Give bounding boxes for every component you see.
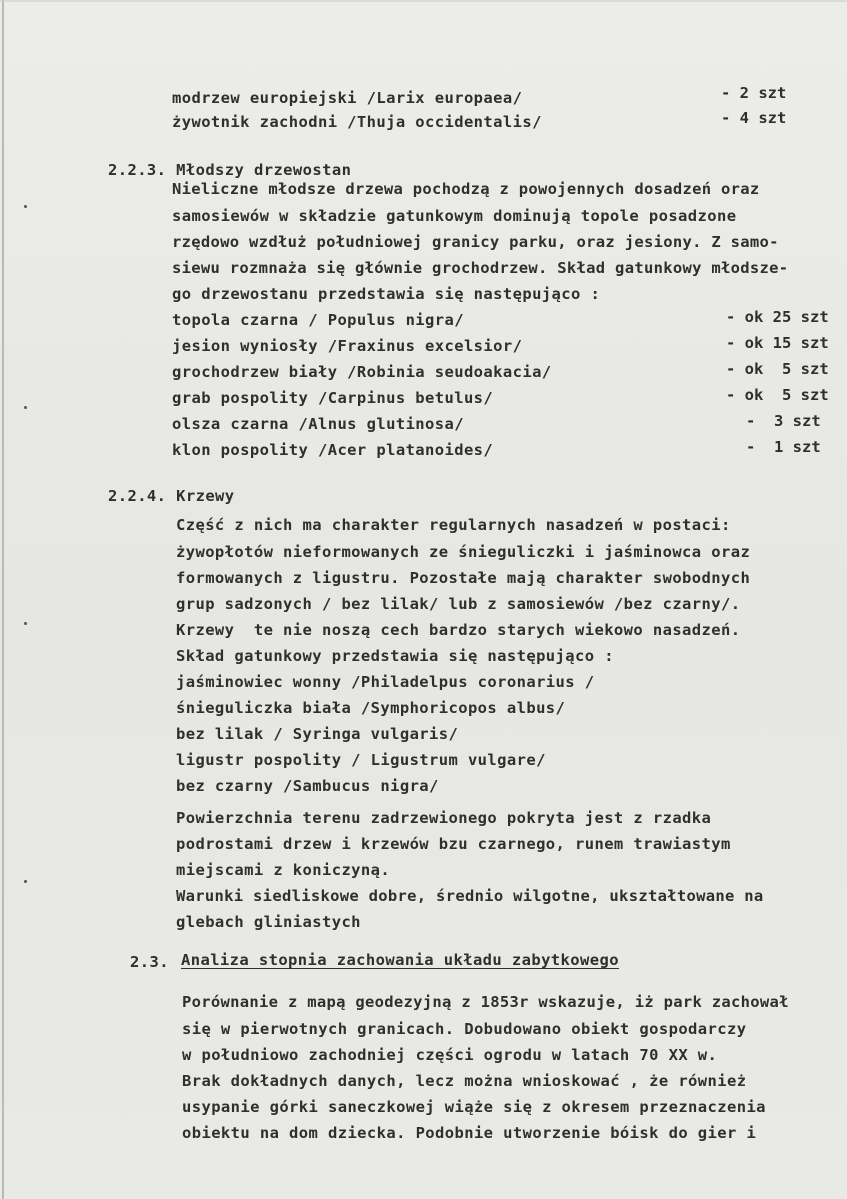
section-heading-2-3: Analiza stopnia zachowania układu zabytkowego	[181, 951, 619, 969]
species-line: ligustr pospolity / Ligustrum vulgare/	[176, 751, 546, 769]
species-line: jaśminowiec wonny /Philadelpus coronarius /	[176, 673, 595, 691]
scan-speck	[24, 205, 27, 208]
species-line: żywotnik zachodni /Thuja occidentalis/	[172, 113, 542, 131]
paragraph-line: usypanie górki saneczkowej wiąże się z okresem przeznaczenia	[182, 1098, 766, 1116]
scan-speck	[24, 880, 27, 883]
paragraph-line: obiektu na dom dziecka. Podobnie utworzenie bóisk do gier i	[182, 1124, 757, 1142]
section-number-2-3: 2.3.	[130, 953, 169, 971]
species-line: jesion wyniosły /Fraxinus excelsior/	[172, 337, 523, 355]
species-line: klon pospolity /Acer platanoides/	[172, 441, 494, 459]
section-heading-2-2-4: 2.2.4. Krzewy	[108, 487, 235, 505]
paragraph-line: Warunki siedliskowe dobre, średnio wilgotne, ukształtowane na	[176, 887, 764, 905]
section-heading-2-2-3: 2.2.3. Młodszy drzewostan	[108, 161, 352, 179]
paragraph-line: Część z nich ma charakter regularnych nasadzeń w postaci:	[176, 516, 731, 534]
scan-speck	[24, 622, 27, 625]
species-amount: - 4 szt	[721, 109, 787, 127]
species-line: modrzew europiejski /Larix europaea/	[172, 89, 523, 107]
paragraph-line: żywopłotów nieformowanych ze śnieguliczki i jaśminowca oraz	[176, 543, 751, 561]
paragraph-line: go drzewostanu przedstawia się następująco :	[172, 285, 601, 303]
paragraph-line: grup sadzonych / bez lilak/ lub z samosiewów /bez czarny/.	[176, 595, 741, 613]
paragraph-line: Nieliczne młodsze drzewa pochodzą z powojennych dosadzeń oraz	[172, 180, 760, 198]
paragraph-line: Brak dokładnych danych, lecz można wnioskować , że również	[182, 1072, 747, 1090]
paragraph-line: Powierzchnia terenu zadrzewionego pokryta jest z rzadka	[176, 809, 712, 827]
species-line: topola czarna / Populus nigra/	[172, 311, 464, 329]
paragraph-line: podrostami drzew i krzewów bzu czarnego, runem trawiastym	[176, 835, 731, 853]
species-amount: - ok 5 szt	[726, 360, 829, 378]
species-amount: - ok 5 szt	[726, 386, 829, 404]
species-line: śnieguliczka biała /Symphoricopos albus/	[176, 699, 566, 717]
paragraph-line: Krzewy te nie noszą cech bardzo starych wiekowo nasadzeń.	[176, 621, 741, 639]
paragraph-line: Skład gatunkowy przedstawia się następująco :	[176, 647, 614, 665]
paragraph-line: się w pierwotnych granicach. Dobudowano obiekt gospodarczy	[182, 1020, 747, 1038]
paragraph-line: miejscami z koniczyną.	[176, 861, 391, 879]
paragraph-line: w południowo zachodniej części ogrodu w latach 70 XX w.	[182, 1046, 718, 1064]
species-amount: - 3 szt	[746, 412, 821, 430]
species-line: bez lilak / Syringa vulgaris/	[176, 725, 459, 743]
paragraph-line: samosiewów w składzie gatunkowym dominują topole posadzone	[172, 207, 737, 225]
paragraph-line: glebach gliniastych	[176, 913, 361, 931]
paragraph-line: siewu rozmnaża się głównie grochodrzew. Skład gatunkowy młodsze-	[172, 259, 789, 277]
species-amount: - 1 szt	[746, 438, 821, 456]
species-line: olsza czarna /Alnus glutinosa/	[172, 415, 464, 433]
species-line: grochodrzew biały /Robinia seudoakacia/	[172, 363, 552, 381]
species-amount: - ok 25 szt	[726, 308, 829, 326]
species-line: grab pospolity /Carpinus betulus/	[172, 389, 494, 407]
paragraph-line: formowanych z ligustru. Pozostałe mają charakter swobodnych	[176, 569, 751, 587]
species-amount: - 2 szt	[721, 84, 787, 102]
species-amount: - ok 15 szt	[726, 334, 829, 352]
species-line: bez czarny /Sambucus nigra/	[176, 777, 439, 795]
scan-speck	[24, 406, 27, 409]
paragraph-line: rzędowo wzdłuż południowej granicy parku, oraz jesiony. Z samo-	[172, 233, 779, 251]
paragraph-line: Porównanie z mapą geodezyjną z 1853r wskazuje, iż park zachował	[182, 993, 789, 1011]
